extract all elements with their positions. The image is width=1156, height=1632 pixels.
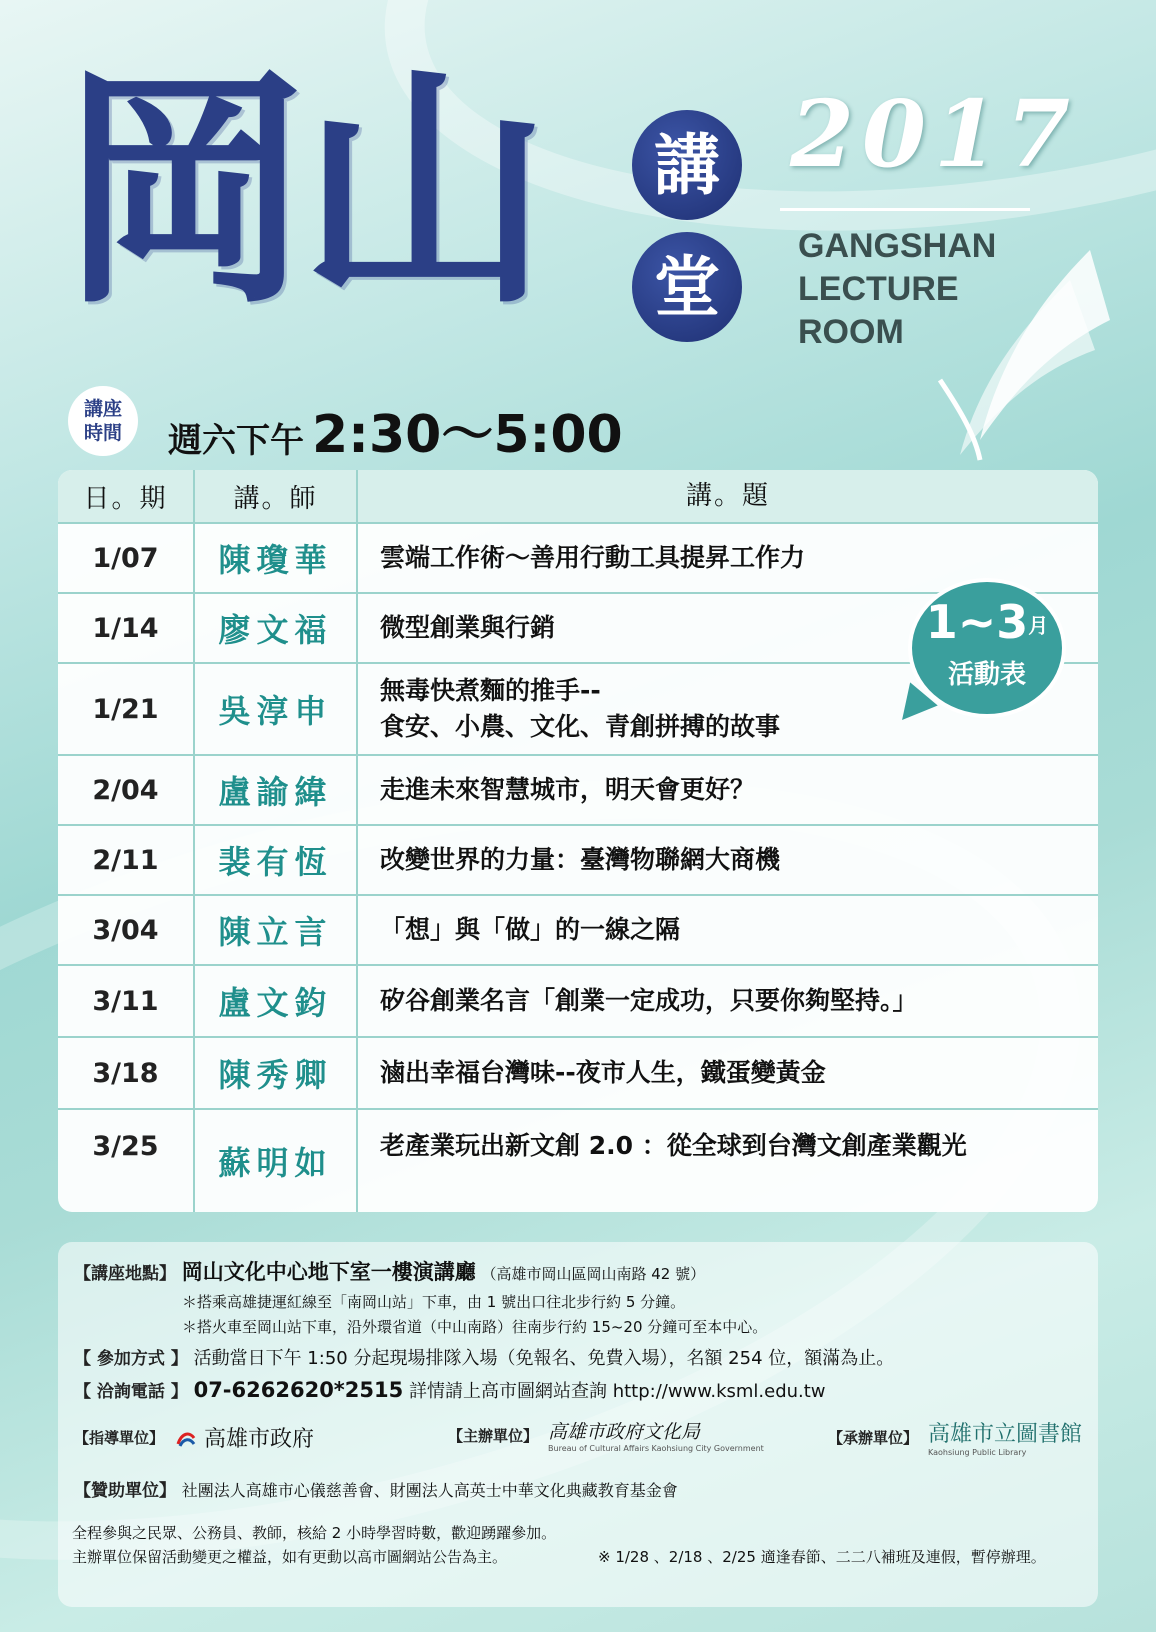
row-date: 3/25 xyxy=(92,1130,159,1162)
row-topic: 走進未來智慧城市，明天會更好？ xyxy=(380,775,756,804)
join-line xyxy=(74,1344,894,1370)
venue-tag: 【講座地點】 xyxy=(74,1264,176,1284)
row-topic: 「想」與「做」的一線之隔 xyxy=(380,915,681,944)
row-date: 2/04 xyxy=(92,774,159,806)
row-topic-line: 食安、小農、文化、青創拼搏的故事 xyxy=(380,712,781,741)
exec-org: 高雄市立圖書館 xyxy=(928,1422,1083,1447)
footer-note-holiday: ※ 1/28 、2/18 、2/25 適逢春節、二二八補班及連假，暫停辦理。 xyxy=(598,1548,1046,1566)
header-topic: 講。題 xyxy=(685,481,770,511)
kaohsiung-gov-logo-icon xyxy=(174,1426,198,1450)
row-speaker: 廖文福 xyxy=(193,594,358,662)
main-title: 岡山 xyxy=(60,43,540,337)
row-topic: 微型創業與行銷 xyxy=(380,613,556,642)
time-badge xyxy=(68,386,138,456)
time-badge-line: 講座 xyxy=(83,398,122,420)
venue-line xyxy=(74,1256,705,1286)
table-row xyxy=(58,756,1098,826)
footer-note-rights: 主辦單位保留活動變更之權益，如有更動以高市圖網站公告為主。 xyxy=(72,1548,508,1566)
phone-number: 07-6262620*2515 xyxy=(193,1378,404,1402)
row-date: 1/07 xyxy=(92,542,159,574)
table-row xyxy=(58,1110,1098,1212)
guide-unit xyxy=(74,1422,314,1453)
english-title-line: ROOM xyxy=(798,313,904,351)
exec-tag: 【承辦單位】 xyxy=(828,1428,919,1447)
schedule-badge xyxy=(908,578,1066,718)
badge-range xyxy=(912,594,1062,654)
exec-unit xyxy=(828,1417,1082,1457)
phone-more: 詳情請上高市圖網站查詢 http://www.ksml.edu.tw xyxy=(408,1381,826,1402)
row-topic: 老產業玩出新文創 2.0 ：從全球到台灣文創產業觀光 xyxy=(380,1131,967,1160)
row-speaker: 裴有恆 xyxy=(193,826,358,894)
row-topic: 雲端工作術～善用行動工具提昇工作力 xyxy=(380,543,806,572)
join-tag: 【 參加方式 】 xyxy=(74,1349,188,1369)
lecture-time xyxy=(168,392,623,467)
venue-address: （高雄市岡山區岡山南路 42 號） xyxy=(481,1265,706,1283)
table-header-row xyxy=(58,470,1098,524)
row-topic: 改變世界的力量：臺灣物聯網大商機 xyxy=(380,845,781,874)
table-row xyxy=(58,826,1098,896)
sponsor-tag: 【贊助單位】 xyxy=(74,1481,176,1501)
exec-org-block xyxy=(928,1417,1082,1457)
title-char-tang: 堂 xyxy=(632,232,742,342)
row-speaker: 陳瓊華 xyxy=(193,524,358,592)
time-badge-line: 時間 xyxy=(83,422,122,444)
table-row xyxy=(58,1038,1098,1110)
footer-note-hours: 全程參與之民眾、公務員、教師，核給 2 小時學習時數，歡迎踴躍參加。 xyxy=(72,1524,557,1542)
row-speaker: 盧諭緯 xyxy=(193,756,358,824)
exec-org-en: Kaohsiung Public Library xyxy=(928,1448,1027,1457)
guide-org: 高雄市政府 xyxy=(204,1427,315,1452)
english-title-line: LECTURE xyxy=(798,270,959,308)
sponsor-text: 社團法人高雄市心儀慈善會、財團法人高英士中華文化典藏教育基金會 xyxy=(181,1481,678,1500)
venue-note-train: ＊搭火車至岡山站下車，沿外環省道（中山南路）往南步行約 15~20 分鐘可至本中心。 xyxy=(182,1318,768,1336)
row-topic-line: 無毒快煮麵的推手-- xyxy=(380,676,601,705)
row-speaker: 吳淳申 xyxy=(193,664,358,754)
time-range: 2:30～5:00 xyxy=(312,405,623,465)
row-date: 2/11 xyxy=(92,844,159,876)
host-unit xyxy=(448,1417,764,1453)
guide-tag: 【指導單位】 xyxy=(74,1429,165,1447)
header-date: 日。期 xyxy=(83,483,168,514)
row-speaker: 陳秀卿 xyxy=(193,1038,358,1108)
english-title xyxy=(798,225,996,354)
row-speaker: 陳立言 xyxy=(193,896,358,964)
row-speaker: 蘇明如 xyxy=(193,1110,358,1212)
host-org-en: Bureau of Cultural Affairs Kaohsiung City Government xyxy=(548,1444,764,1453)
badge-range-value: 1~3 xyxy=(925,595,1029,649)
time-prefix: 週六下午 xyxy=(168,421,304,461)
sponsor-line xyxy=(74,1476,678,1501)
host-org: 高雄市政府文化局 xyxy=(548,1421,701,1443)
row-topic: 矽谷創業名言「創業一定成功，只要你夠堅持。」 xyxy=(380,986,918,1015)
phone-line xyxy=(74,1377,826,1403)
year-title: 2017 xyxy=(790,80,1079,188)
table-row xyxy=(58,524,1098,594)
row-topic: 滷出幸福台灣味--夜市人生，鐵蛋變黃金 xyxy=(380,1058,826,1087)
year-underline xyxy=(780,208,1030,211)
row-speaker: 盧文鈞 xyxy=(193,966,358,1036)
schedule-table xyxy=(58,470,1098,1212)
header-speaker: 講。師 xyxy=(193,470,358,522)
venue-note-mrt: ＊搭乘高雄捷運紅線至「南岡山站」下車，由 1 號出口往北步行約 5 分鐘。 xyxy=(182,1293,686,1311)
row-date: 3/18 xyxy=(92,1057,159,1089)
row-date: 1/21 xyxy=(92,693,159,725)
join-text: 活動當日下午 1:50 分起現場排隊入場（免報名、免費入場），名額 254 位，額滿為止。 xyxy=(193,1348,895,1369)
venue-name: 岡山文化中心地下室一樓演講廳 xyxy=(181,1260,476,1284)
phone-tag: 【 洽詢電話 】 xyxy=(74,1382,188,1402)
row-date: 1/14 xyxy=(92,612,159,644)
row-date: 3/04 xyxy=(92,914,159,946)
table-row xyxy=(58,966,1098,1038)
badge-month: 月 xyxy=(1028,613,1049,638)
row-date: 3/11 xyxy=(92,985,159,1017)
host-org-block xyxy=(548,1417,764,1453)
english-title-line: GANGSHAN xyxy=(798,227,997,265)
info-box xyxy=(58,1242,1098,1607)
badge-label: 活動表 xyxy=(947,659,1026,690)
host-tag: 【主辦單位】 xyxy=(448,1426,539,1445)
title-char-jiang: 講 xyxy=(632,110,742,220)
table-row xyxy=(58,896,1098,966)
